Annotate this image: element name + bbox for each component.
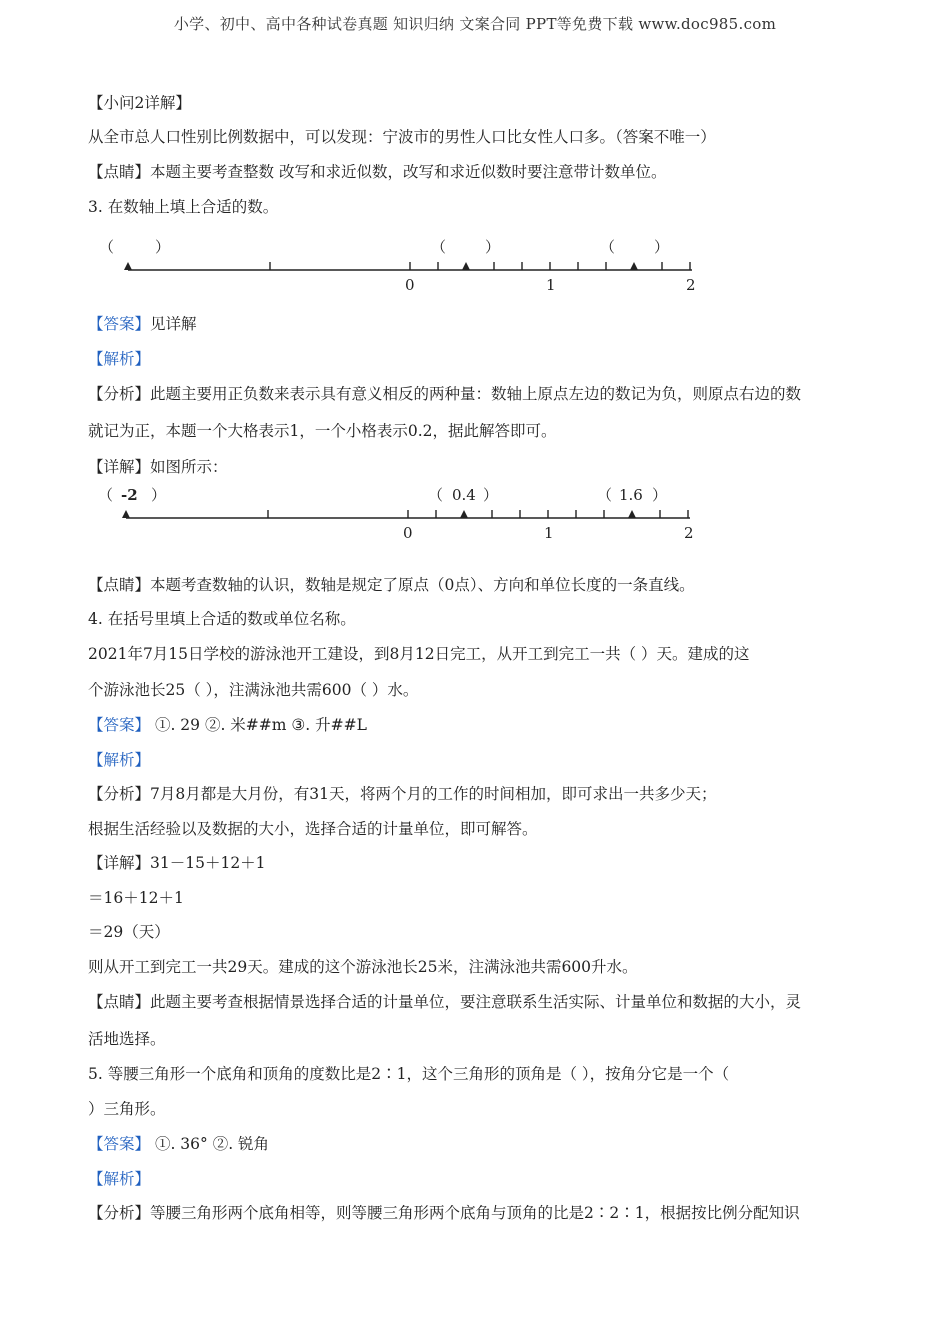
q2-tip-text: 本题主要考查整数 改写和求近似数，改写和求近似数时要注意带计数单位。 (150, 163, 667, 181)
q4-fenxi (88, 782, 716, 804)
filled-value-1.6: 1.6 (619, 486, 643, 504)
filled-value-0.4: 0.4 (452, 486, 476, 504)
q3-detail-text: 如图所示： (150, 458, 228, 476)
blank-open: （ (99, 238, 115, 256)
page-header: 小学、初中、高中各种试卷真题 知识归纳 文案合同 PPT等免费下载 www.doc985.com (173, 15, 777, 33)
q5-answer-text: ①. 36° ②. 锐角 (150, 1135, 270, 1153)
q3-tip-tag: 【点睛】 (88, 576, 151, 594)
q3-analysis-tag: 【解析】 (88, 350, 151, 368)
q4-fenxi-text2: 根据生活经验以及数据的大小，选择合适的计量单位，即可解答。 (88, 820, 538, 838)
triangle-markers (124, 262, 638, 270)
ticks (270, 262, 690, 270)
q3-fenxi-text2: 就记为正，本题一个大格表示1，一个小格表示0.2，据此解答即可。 (88, 422, 557, 440)
q4-detail (88, 851, 266, 873)
q4-text2: 个游泳池长25（ ），注满泳池共需600（ ）水。 (88, 681, 419, 699)
q5-analysis-tag: 【解析】 (88, 1170, 151, 1188)
q3-tip (88, 573, 695, 595)
tick-label-1: 1 (546, 276, 556, 294)
q5-fenxi (88, 1201, 800, 1223)
tick-label-2: 2 (684, 524, 694, 542)
q3-answer-text: 见详解 (150, 315, 197, 333)
q5-fenxi-tag: 【分析】 (88, 1204, 151, 1222)
blank-open: （ (597, 486, 613, 504)
q4-tip-tag: 【点睛】 (88, 993, 151, 1011)
number-line-question (88, 232, 728, 296)
q2-detail-heading: 【小问2详解】 (88, 94, 191, 112)
blank-open: （ (600, 238, 616, 256)
number-line-answer (88, 480, 728, 544)
q3-answer (88, 312, 197, 334)
q5-fenxi-text: 等腰三角形两个底角相等，则等腰三角形两个底角与顶角的比是2∶2∶1，根据按比例分配知识 (150, 1204, 800, 1222)
q4-detail-line3: ＝29（天） (88, 923, 170, 941)
q5-question: 5. 等腰三角形一个底角和顶角的度数比是2∶1，这个三角形的顶角是（ ），按角分它是一个（ (88, 1065, 730, 1083)
q3-fenxi-text1: 此题主要用正负数来表示具有意义相反的两种量：数轴上原点左边的数记为负，则原点右边的数 (150, 385, 802, 403)
q4-detail-tag: 【详解】 (88, 854, 151, 872)
blank-close: ） (654, 238, 670, 256)
q4-text1: 2021年7月15日学校的游泳池开工建设，到8月12日完工，从开工到完工一共（ ）天。建成的这 (88, 645, 750, 663)
q3-fenxi (88, 382, 801, 404)
tick-label-1: 1 (544, 524, 554, 542)
ticks (268, 510, 688, 518)
blank-close: ） (151, 486, 167, 504)
q4-detail-line2: ＝16＋12＋1 (88, 889, 184, 907)
q4-tip-text2: 活地选择。 (88, 1030, 166, 1048)
blank-open: （ (431, 238, 447, 256)
blank-close: ） (155, 238, 171, 256)
q4-question: 4. 在括号里填上合适的数或单位名称。 (88, 610, 356, 628)
blank-open: （ (428, 486, 444, 504)
q4-tip (88, 990, 801, 1012)
q4-fenxi-tag: 【分析】 (88, 785, 151, 803)
q3-detail (88, 455, 228, 477)
q4-fenxi-text: 7月8月都是大月份，有31天，将两个月的工作的时间相加，即可求出一共多少天； (150, 785, 717, 803)
tick-label-0: 0 (403, 524, 413, 542)
q5-question2: ）三角形。 (88, 1100, 166, 1118)
triangle-markers (122, 510, 636, 518)
q3-detail-tag: 【详解】 (88, 458, 151, 476)
q2-tip-tag: 【点睛】 (88, 163, 151, 181)
blank-open: （ (98, 486, 114, 504)
q3-fenxi-tag: 【分析】 (88, 385, 151, 403)
q5-answer (88, 1132, 269, 1154)
q4-tip-text: 此题主要考查根据情景选择合适的计量单位，要注意联系生活实际、计量单位和数据的大小，灵 (150, 993, 802, 1011)
blank-close: ） (652, 486, 668, 504)
q4-detail-line1: 31－15＋12＋1 (150, 854, 266, 872)
q4-answer-text: ①. 29 ②. 米##m ③. 升##L (150, 716, 367, 734)
filled-value-neg2: -2 (121, 486, 138, 504)
q2-tip (88, 160, 666, 182)
q5-answer-tag: 【答案】 (88, 1135, 151, 1153)
q4-answer-tag: 【答案】 (88, 716, 151, 734)
blank-close: ） (483, 486, 499, 504)
blank-close: ） (485, 238, 501, 256)
tick-label-0: 0 (405, 276, 415, 294)
q4-answer (88, 713, 367, 735)
q2-detail-text: 从全市总人口性别比例数据中，可以发现：宁波市的男性人口比女性人口多。（答案不唯一） (88, 128, 716, 146)
tick-label-2: 2 (686, 276, 696, 294)
q4-conclusion: 则从开工到完工一共29天。建成的这个游泳池长25米，注满泳池共需600升水。 (88, 958, 638, 976)
q4-analysis-tag: 【解析】 (88, 751, 151, 769)
q3-answer-tag: 【答案】 (88, 315, 151, 333)
q3-question: 3. 在数轴上填上合适的数。 (88, 198, 279, 216)
q3-tip-text: 本题考查数轴的认识，数轴是规定了原点（0点）、方向和单位长度的一条直线。 (150, 576, 695, 594)
